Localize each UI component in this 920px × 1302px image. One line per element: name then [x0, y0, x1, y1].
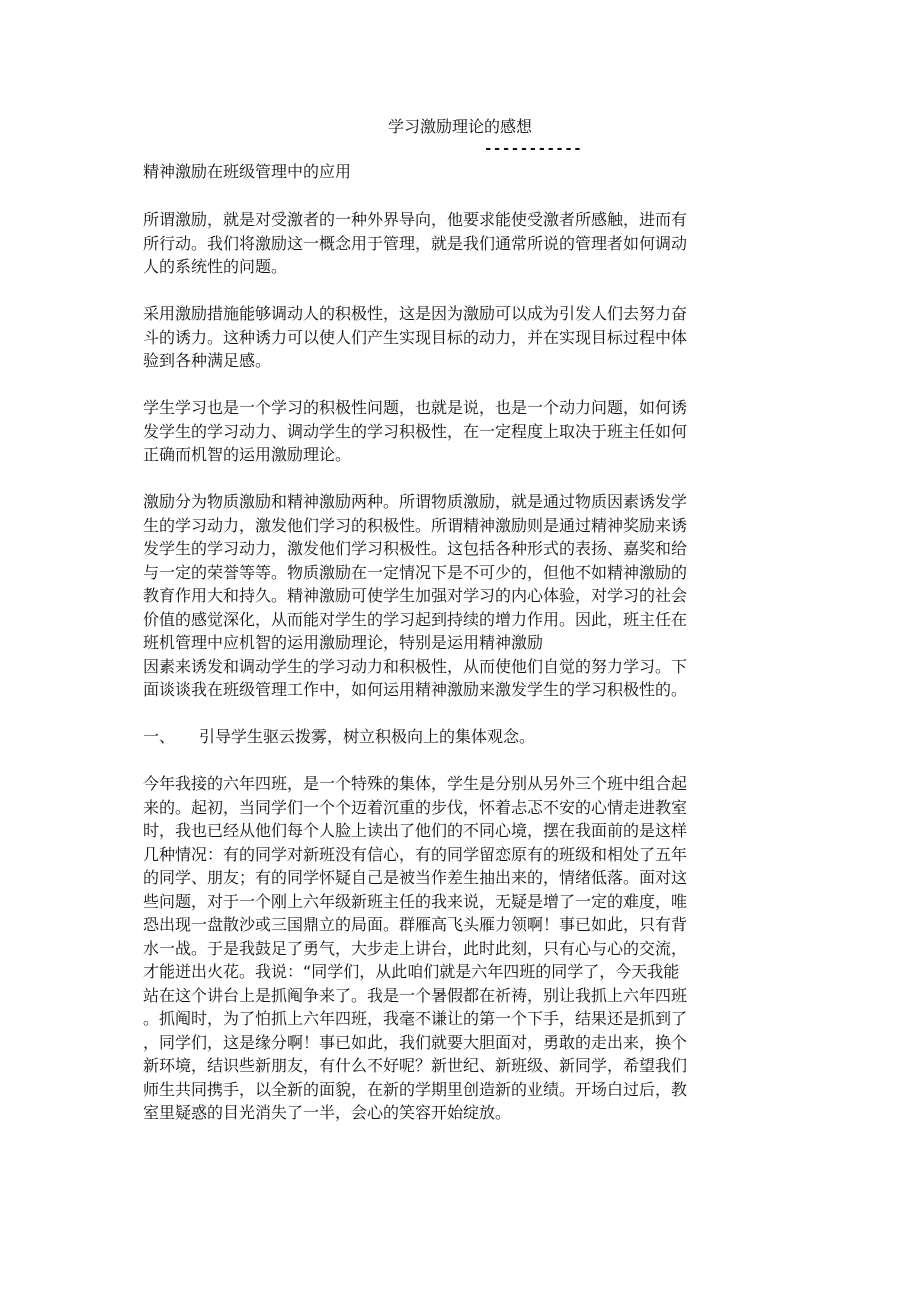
text-line: 班机管理中应机智的运用激励理论，特别是运用精神激励: [143, 633, 544, 652]
text-line: 教育作用大和持久。精神激励可使学生加强对学习的内心体验，对学习的社会: [143, 586, 688, 605]
paragraph-definition: [143, 208, 775, 279]
paragraph-incentive-types: [143, 490, 775, 702]
text-line: ，同学们，这是缘分啊！事已如此，我们就要大胆面对，勇敢的走出来，换个: [143, 1032, 688, 1052]
document-body: [143, 208, 775, 1148]
title-separator: -----------: [484, 141, 583, 157]
paragraph-motivation: [143, 302, 775, 373]
text-line: 斗的诱力。这种诱力可以使人们产生实现目标的动力，并在实现目标过程中体: [143, 327, 688, 347]
text-line: 发学生的学习动力，激发他们学习积极性。这包括各种形式的表扬、嘉奖和给: [143, 539, 688, 558]
text-line: 面谈谈我在班级管理工作中，如何运用精神激励来激发学生的学习积极性的。: [143, 680, 688, 699]
text-line: 才能迸出火花。我说：“同学们，从此咱们就是六年四班的同学了，今天我能: [143, 962, 680, 981]
heading-text: 引导学生驱云拨雾，树立积极向上的集体观念。: [199, 727, 536, 746]
text-line: 师生共同携手，以全新的面貌，在新的学期里创造新的业绩。开场白过后，教: [143, 1079, 688, 1099]
text-line: 学生学习也是一个学习的积极性问题，也就是说，也是一个动力问题，如何诱: [143, 398, 688, 417]
heading-number: 一、: [143, 727, 176, 746]
text-line: 价值的感觉深化，从而能对学生的学习起到持续的增力作用。因此，班主任在: [143, 609, 688, 629]
text-line: 时，我也已经从他们每个人脸上读出了他们的不同心境，摆在我面前的是这样: [143, 821, 688, 840]
text-line: 些问题，对于一个刚上六年级新班主任的我来说，无疑是增了一定的难度，唯: [143, 891, 688, 911]
text-line: 新环境，结识些新朋友，有什么不好呢？新世纪、新班级、新同学，希望我们: [143, 1056, 688, 1075]
document-subtitle: 精神激励在班级管理中的应用: [143, 162, 352, 181]
text-line: 所行动。我们将激励这一概念用于管理，就是我们通常所说的管理者如何调动: [143, 233, 688, 253]
text-line: 所谓激励，就是对受激者的一种外界导向，他要求能使受激者所感触，进而有: [143, 210, 688, 229]
text-line: 恐出现一盘散沙或三国鼎立的局面。群雁高飞头雁力领啊！事已如此，只有背: [143, 915, 688, 934]
text-line: 与一定的荣誉等等。物质激励在一定情况下是不可少的，但他不如精神激励的: [143, 562, 688, 582]
text-line: 来的。起初，当同学们一个个迈着沉重的步伐，怀着忐忑不安的心情走进教室: [143, 797, 688, 817]
text-line: 生的学习动力，激发他们学习的积极性。所谓精神激励则是通过精神奖励来诱: [143, 515, 688, 535]
paragraph-class-story: [143, 772, 775, 1125]
text-line: 人的系统性的问题。: [143, 257, 288, 276]
text-line: 今年我接的六年四班，是一个特殊的集体，学生是分别从另外三个班中组合起: [143, 774, 688, 793]
text-line: 几种情况：有的同学对新班没有信心，有的同学留恋原有的班级和相处了五年: [143, 844, 688, 864]
text-line: 验到各种满足感。: [143, 351, 272, 370]
text-line: 激励分为物质激励和精神激励两种。所谓物质激励，就是通过物质因素诱发学: [143, 492, 688, 511]
document-title: 学习激励理论的感想: [387, 117, 532, 136]
text-line: 采用激励措施能够调动人的积极性，这是因为激励可以成为引发人们去努力奋: [143, 304, 688, 323]
paragraph-student-learning: [143, 396, 775, 467]
section-heading: [143, 725, 775, 749]
text-line: 站在这个讲台上是抓阄争来了。我是一个暑假都在祈祷，别让我抓上六年四班: [143, 985, 688, 1005]
text-line: 水一战。于是我鼓足了勇气，大步走上讲台，此时此刻，只有心与心的交流，: [143, 938, 688, 958]
text-line: 因素来诱发和调动学生的学习动力和积极性，从而使他们自觉的努力学习。下: [143, 656, 688, 676]
text-line: 室里疑惑的目光消失了一半，会心的笑容开始绽放。: [143, 1103, 512, 1122]
text-line: 。抓阄时，为了怕抓上六年四班，我毫不谦让的第一个下手，结果还是抓到了: [143, 1009, 688, 1028]
text-line: 的同学、朋友；有的同学怀疑自己是被当作差生抽出来的，情绪低落。面对这: [143, 868, 688, 887]
text-line: 发学生的学习动力、调动学生的学习积极性，在一定程度上取决于班主任如何: [143, 421, 688, 441]
text-line: 正确而机智的运用激励理论。: [143, 445, 352, 464]
